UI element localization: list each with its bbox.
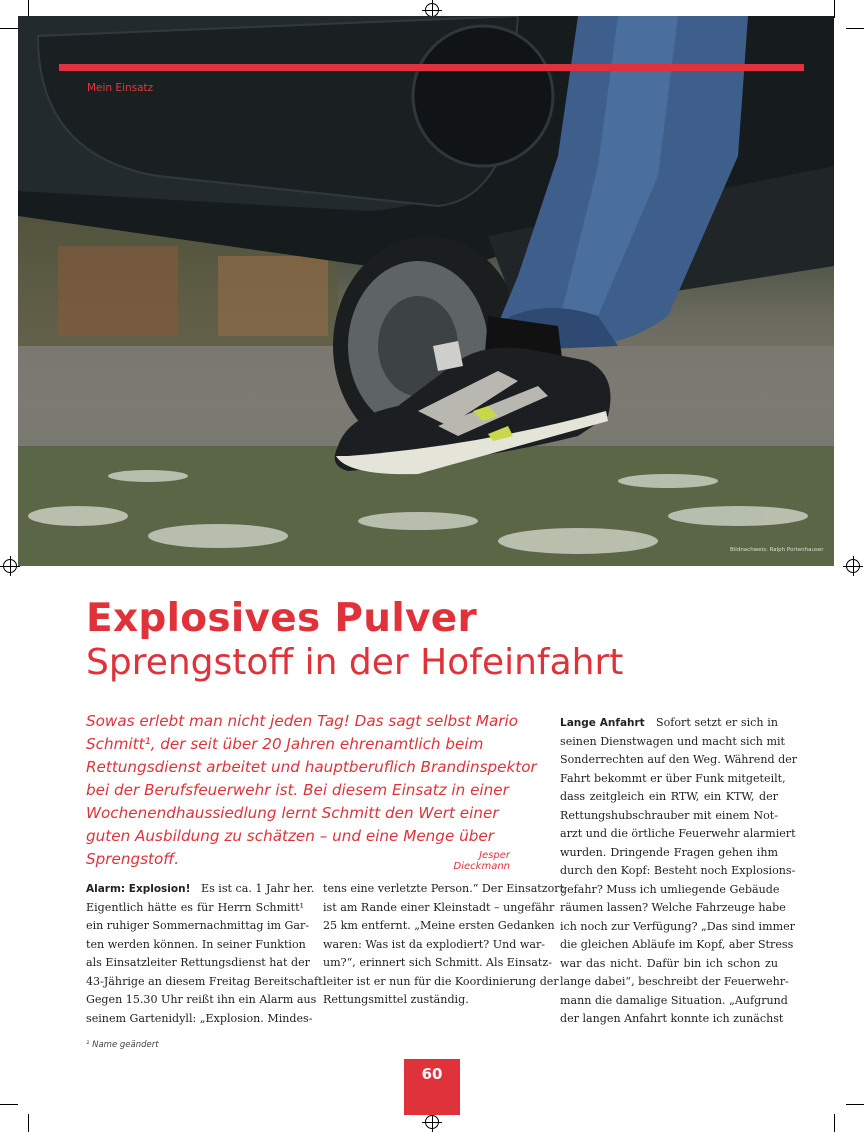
text-line: Eigentlich hätte es für Herrn Schmitt¹ bbox=[86, 900, 304, 914]
crop-mark bbox=[834, 0, 835, 18]
article-title: Explosives Pulver bbox=[86, 596, 478, 641]
text-line: 25 km entfernt. „Meine ersten Gedanken bbox=[323, 919, 555, 932]
text-line: tens eine verletzte Person.“ Der Einsatzort bbox=[323, 882, 565, 895]
crop-mark bbox=[846, 28, 864, 29]
crop-mark bbox=[834, 1114, 835, 1132]
run-in-heading: Lange Anfahrt bbox=[560, 717, 645, 729]
photo-credit: Bildnachweis: Ralph Portenhauser bbox=[730, 547, 824, 553]
body-column-1 bbox=[86, 880, 327, 1028]
text-line: ein ruhiger Sommernachmittag im Gar- bbox=[86, 919, 310, 932]
footnote: ¹ Name geändert bbox=[86, 1040, 159, 1050]
text-line: Rettungshubschrauber mit einem Not- bbox=[560, 808, 778, 822]
text-line: ten werden können. In seiner Funktion bbox=[86, 937, 306, 951]
crop-mark bbox=[0, 28, 18, 29]
text-line: wurden. Dringende Fragen gehen ihm bbox=[560, 845, 778, 859]
text-line: um?“, erinnert sich Schmitt. Als Einsatz- bbox=[323, 956, 552, 969]
text-line: 43-Jährige an diesem Freitag Bereitschaft. bbox=[86, 974, 327, 988]
text-line: war das nicht. Dafür bin ich schon zu bbox=[560, 956, 778, 970]
text-line: Gegen 15.30 Uhr reißt ihn ein Alarm aus bbox=[86, 993, 317, 1006]
text-line: die gleichen Abläufe im Kopf, aber Stress bbox=[560, 938, 794, 951]
text-line: Fahrt bekommt er über Funk mitgeteilt, bbox=[560, 771, 786, 785]
registration-mark-icon bbox=[846, 559, 860, 573]
text-line: ist am Rande einer Kleinstadt – ungefähr bbox=[323, 900, 555, 914]
text-line: der langen Anfahrt konnte ich zunächst bbox=[560, 1012, 784, 1025]
hero-photo bbox=[18, 16, 834, 566]
text-line: Sonderrechten auf den Weg. Während der bbox=[560, 753, 798, 766]
text-span: Sofort setzt er sich in bbox=[655, 716, 778, 729]
text-line: als Einsatzleiter Rettungsdienst hat der bbox=[86, 956, 310, 969]
page-number: 60 bbox=[404, 1059, 460, 1115]
text-line: seinen Dienstwagen und macht sich mit bbox=[560, 734, 785, 748]
text-line: mann die damalige Situation. „Aufgrund bbox=[560, 993, 788, 1007]
header-red-bar bbox=[59, 64, 804, 71]
article-author: Jesper Dieckmann bbox=[453, 850, 510, 872]
registration-mark-icon bbox=[425, 1115, 439, 1129]
crop-mark bbox=[846, 1104, 864, 1105]
text-line bbox=[86, 880, 315, 899]
section-tag: Mein Einsatz bbox=[87, 82, 154, 94]
text-line: gefahr? Muss ich umliegende Gebäude bbox=[560, 882, 780, 896]
body-column-3 bbox=[560, 714, 798, 1029]
text-line: arzt und die örtliche Feuerwehr alarmiert bbox=[560, 827, 796, 840]
crop-mark bbox=[0, 1104, 18, 1105]
text-line bbox=[560, 714, 778, 733]
text-line: Rettungsmittel zuständig. bbox=[323, 993, 469, 1006]
registration-mark-icon bbox=[3, 559, 17, 573]
text-line: seinem Gartenidyll: „Explosion. Mindes- bbox=[86, 1011, 313, 1025]
body-column-2 bbox=[323, 880, 565, 1010]
text-line: räumen lassen? Welche Fahrzeuge habe bbox=[560, 901, 786, 914]
text-line: ich noch zur Verfügung? „Das sind immer bbox=[560, 919, 795, 933]
article-lead: Sowas erlebt man nicht jeden Tag! Das sagt selbst Mario Schmitt¹, der seit über 20 Jahren ehrenamtlich beim Rettungsdienst arbeitet und hauptberuflich Brandinspektor bei der Berufsfeuerwehr ist. Bei diesem Einsatz in einer Wochenendhaussiedlung lernt Schmitt den Wert einer guten Ausbildung zu schätzen – und eine Menge über Sprengstoff. bbox=[86, 712, 537, 868]
text-line: lange dabei“, beschreibt der Feuerwehr- bbox=[560, 975, 789, 988]
article-subtitle: Sprengstoff in der Hofeinfahrt bbox=[86, 642, 624, 683]
text-line: dass zeitgleich ein RTW, ein KTW, der bbox=[560, 790, 778, 803]
text-span: Es ist ca. 1 Jahr her. bbox=[200, 882, 315, 895]
text-line: durch den Kopf: Besteht noch Explosions- bbox=[560, 864, 796, 877]
text-line: waren: Was ist da explodiert? Und war- bbox=[323, 937, 546, 951]
text-line: leiter ist er nun für die Koordinierung der bbox=[323, 974, 559, 988]
crop-mark bbox=[28, 1114, 29, 1132]
run-in-heading: Alarm: Explosion! bbox=[86, 883, 191, 895]
registration-mark-icon bbox=[425, 3, 439, 17]
